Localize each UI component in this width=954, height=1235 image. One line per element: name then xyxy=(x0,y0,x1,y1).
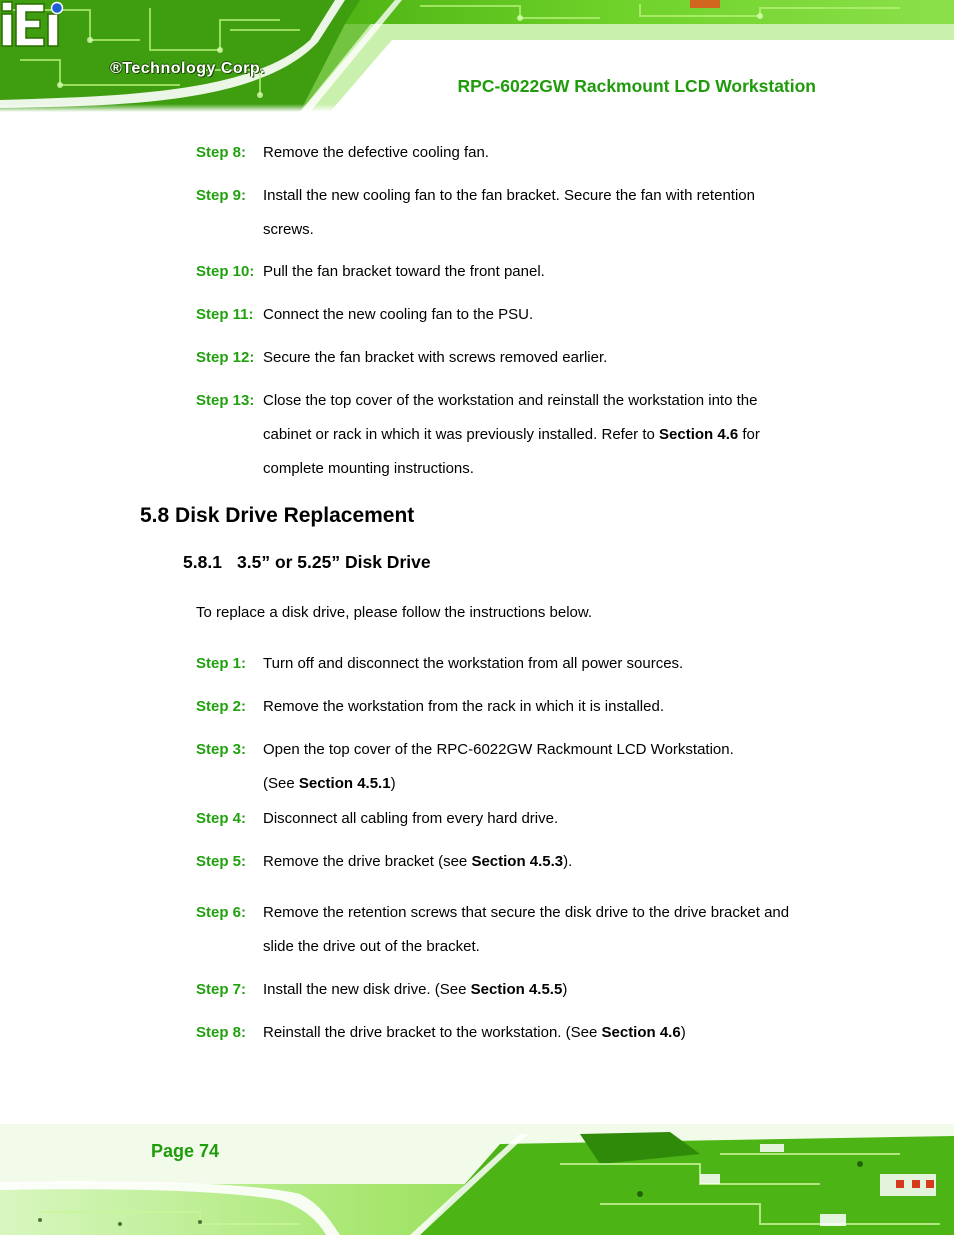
subsection-heading xyxy=(183,552,431,573)
step-label: Step 6: xyxy=(196,904,247,921)
page-number: Page 74 xyxy=(151,1141,220,1161)
step-text xyxy=(263,973,836,1007)
step-item xyxy=(196,384,836,486)
step-item xyxy=(196,136,836,170)
step-text-part: ) xyxy=(390,775,396,792)
section-reference: Section 4.5.1 xyxy=(298,775,391,792)
step-text-part: for complete mounting instructions. xyxy=(263,426,760,477)
step-text xyxy=(263,384,793,486)
step-label: Step 11: xyxy=(196,306,254,323)
step-item xyxy=(196,845,836,879)
step-label: Step 8: xyxy=(196,144,247,161)
step-text-part: ) xyxy=(680,1024,686,1041)
step-text: Connect the new cooling fan to the PSU. xyxy=(263,306,534,323)
section-reference: Section 4.5.3 xyxy=(471,853,564,870)
section-reference: Section 4.5.5 xyxy=(470,981,563,998)
step-label: Step 4: xyxy=(196,810,247,827)
page-header xyxy=(0,0,954,112)
page-footer xyxy=(0,1124,954,1235)
step-label: Step 5: xyxy=(196,853,247,870)
step-item xyxy=(196,1016,836,1050)
step-item xyxy=(196,690,836,724)
intro-paragraph: To replace a disk drive, please follow the instructions below. xyxy=(196,604,593,621)
step-text-part: Open the top cover of the RPC-6022GW Rackmount LCD Workstation. xyxy=(263,741,734,758)
step-label: Step 13: xyxy=(196,392,255,409)
step-text-part: Install the new disk drive. (See xyxy=(263,981,471,998)
section-reference: Section 4.6 xyxy=(601,1024,681,1041)
section-reference: Section 4.6 xyxy=(659,426,739,443)
step-item xyxy=(196,255,836,289)
step-item xyxy=(196,733,836,801)
step-item xyxy=(196,179,836,247)
step-text-part: ) xyxy=(562,981,568,998)
step-text-part: ). xyxy=(563,853,573,870)
step-item xyxy=(196,802,836,836)
step-item xyxy=(196,896,836,964)
step-item xyxy=(196,973,836,1007)
subsection-number: 5.8.1 xyxy=(183,552,222,572)
step-text-part xyxy=(263,767,836,801)
company-name: ®Technology Corp. xyxy=(110,60,266,77)
step-text: Remove the retention screws that secure the disk drive to the drive bracket and slide the drive out of the bracket. xyxy=(263,904,790,955)
step-item xyxy=(196,341,836,375)
step-text: Install the new cooling fan to the fan bracket. Secure the fan with retention screws. xyxy=(263,187,755,238)
step-text: Disconnect all cabling from every hard drive. xyxy=(263,810,559,827)
step-text-part: Reinstall the drive bracket to the workstation. (See xyxy=(263,1024,602,1041)
step-item xyxy=(196,647,836,681)
step-text: Remove the defective cooling fan. xyxy=(263,144,489,161)
step-label: Step 7: xyxy=(196,981,247,998)
step-text-part: Remove the drive bracket (see xyxy=(263,853,472,870)
step-label: Step 12: xyxy=(196,349,255,366)
step-text-part: (See xyxy=(263,775,299,792)
step-label: Step 9: xyxy=(196,187,247,204)
step-label: Step 8: xyxy=(196,1024,247,1041)
section-heading: 5.8 Disk Drive Replacement xyxy=(140,504,415,527)
step-text: Turn off and disconnect the workstation from all power sources. xyxy=(263,655,684,672)
step-item xyxy=(196,298,836,332)
step-label: Step 2: xyxy=(196,698,247,715)
step-text: Pull the fan bracket toward the front panel. xyxy=(263,263,545,280)
step-text xyxy=(263,845,836,879)
step-text: Remove the workstation from the rack in which it is installed. xyxy=(263,698,664,715)
step-label: Step 3: xyxy=(196,741,247,758)
step-label: Step 10: xyxy=(196,263,255,280)
step-label: Step 1: xyxy=(196,655,247,672)
step-text xyxy=(263,1016,836,1050)
step-text xyxy=(263,733,836,801)
iei-logo xyxy=(0,0,70,50)
step-text: Secure the fan bracket with screws removed earlier. xyxy=(263,349,608,366)
footer-circuit-board-graphic xyxy=(0,1124,954,1235)
subsection-title: 3.5” or 5.25” Disk Drive xyxy=(237,552,431,572)
document-title: RPC-6022GW Rackmount LCD Workstation xyxy=(457,76,816,96)
step-text-part: Close the top cover of the workstation and reinstall the workstation into the cabinet or rack in which it was previously installed. Refer to xyxy=(263,392,758,443)
